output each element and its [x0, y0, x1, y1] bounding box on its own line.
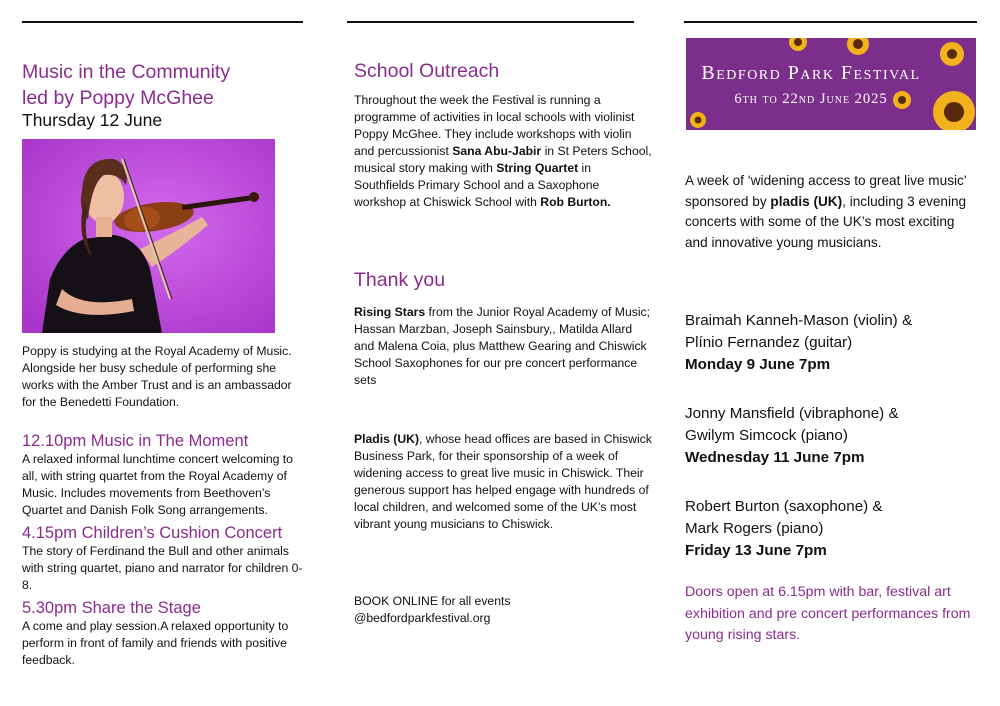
- event-title: 12.10pm Music in The Moment: [22, 432, 249, 450]
- concert-performer: Braimah Kanneh-Mason (violin) &: [685, 312, 913, 329]
- community-title: [22, 59, 230, 111]
- outreach-section: [354, 59, 654, 211]
- event-item: [22, 598, 307, 669]
- community-title-line1: Music in the Community: [22, 61, 231, 83]
- violinist-illustration: [22, 139, 275, 333]
- top-rule-col1: [22, 21, 303, 23]
- pladis-description: , whose head offices are based in Chiswick Business Park, for their sponsorship of a week of widening access to great live music in Chiswick. Their generous support has helped engage with hundreds of local children, and welcomed some of the UK’s most vibrant young musicians to Chiswick.: [354, 432, 652, 531]
- thanks-section: [354, 268, 654, 389]
- event-title: 4.15pm Children’s Cushion Concert: [22, 524, 283, 542]
- doors-info: [685, 582, 975, 647]
- doors-text: Doors open at 6.15pm with bar, festival art exhibition and pre concert performances from young rising stars.: [685, 584, 971, 643]
- concert-item: [685, 310, 975, 376]
- concert-date: Wednesday 11 June 7pm: [685, 449, 865, 466]
- pladis-text: [354, 431, 654, 533]
- violinist-photo: [22, 139, 275, 333]
- festival-intro: [685, 171, 975, 253]
- concert-date: Friday 13 June 7pm: [685, 542, 827, 559]
- event-description: The story of Ferdinand the Bull and other animals with string quartet, piano and narrator for children 0-8.: [22, 544, 303, 592]
- outreach-text: [354, 92, 654, 211]
- thanks-text: from the Junior Royal Academy of Music; Hassan Marzban, Joseph Sainsbury,, Matilda Allard and Malena Coia, plus Matthew Gearing and Chiswick School Saxophones for our pre concert performance sets: [354, 305, 651, 387]
- outreach-text-part: Throughout the week the Festival is running a programme of activities in local schools with violinist Poppy McGhee. They include workshops with violin and percussionist: [354, 93, 635, 158]
- intro-text: [685, 171, 975, 253]
- booking-website-link[interactable]: @bedfordparkfestival.org: [354, 611, 491, 625]
- event-list: [22, 431, 307, 669]
- concert-performer: Gwilym Simcock (piano): [685, 427, 848, 444]
- intro-part: , including 3 evening concerts with some of the UK’s most exciting and innovative young musicians.: [685, 193, 967, 250]
- event-title: 5.30pm Share the Stage: [22, 599, 201, 617]
- event-description: A relaxed informal lunchtime concert welcoming to all, with string quartet from the Royal Academy of Music. Includes movements from Beethoven’s Quartet and Danish Folk Song arrangements.: [22, 452, 293, 517]
- outreach-text-part: in Southfields Primary School and a Saxophone workshop at Chiswick School with: [354, 161, 600, 209]
- banner-dates: 6th to 22nd June 2025: [734, 91, 888, 107]
- booking-info: [354, 593, 654, 627]
- community-title-line2: led by Poppy McGhee: [22, 87, 214, 109]
- outreach-title: School Outreach: [354, 60, 500, 82]
- concert-performer: Mark Rogers (piano): [685, 520, 824, 537]
- intro-part: A week of ‘widening access to great live music’ sponsored by: [685, 173, 967, 209]
- event-item: [22, 523, 307, 594]
- thanks-highlight: Rising Stars: [354, 305, 426, 319]
- concert-performer: Plínio Fernandez (guitar): [685, 334, 853, 351]
- outreach-text-part: in St Peters School, musical story making with: [354, 144, 652, 175]
- bio-block: [22, 343, 307, 411]
- intro-sponsor: pladis (UK): [770, 193, 843, 209]
- booking-line: BOOK ONLINE for all events: [354, 594, 511, 608]
- concert-item: [685, 403, 975, 469]
- event-description: A come and play session.A relaxed opportunity to perform in front of family and friends with positive feedback.: [22, 619, 289, 667]
- concert-performer: Robert Burton (saxophone) &: [685, 498, 883, 515]
- outreach-highlight: String Quartet: [496, 161, 579, 175]
- outreach-highlight: Sana Abu-Jabir: [452, 144, 542, 158]
- concert-list: [685, 310, 975, 562]
- top-rule-col2: [347, 21, 634, 23]
- thanks-title: Thank you: [354, 269, 446, 291]
- festival-banner: [686, 38, 976, 130]
- concert-date: Monday 9 June 7pm: [685, 356, 831, 373]
- thanks-pladis: [354, 431, 654, 533]
- event-item: [22, 431, 307, 519]
- pladis-highlight: Pladis (UK): [354, 432, 420, 446]
- top-rule-col3: [684, 21, 977, 23]
- outreach-highlight: Rob Burton.: [540, 195, 611, 209]
- concert-performer: Jonny Mansfield (vibraphone) &: [685, 405, 899, 422]
- concert-item: [685, 496, 975, 562]
- thanks-rising-stars: [354, 304, 654, 389]
- community-date: Thursday 12 June: [22, 110, 163, 130]
- banner-title: Bedford Park Festival: [701, 62, 921, 84]
- bio-text: Poppy is studying at the Royal Academy of Music. Alongside her busy schedule of performing she works with the Amber Trust and is an ambassador for the Benedetti Foundation.: [22, 344, 292, 409]
